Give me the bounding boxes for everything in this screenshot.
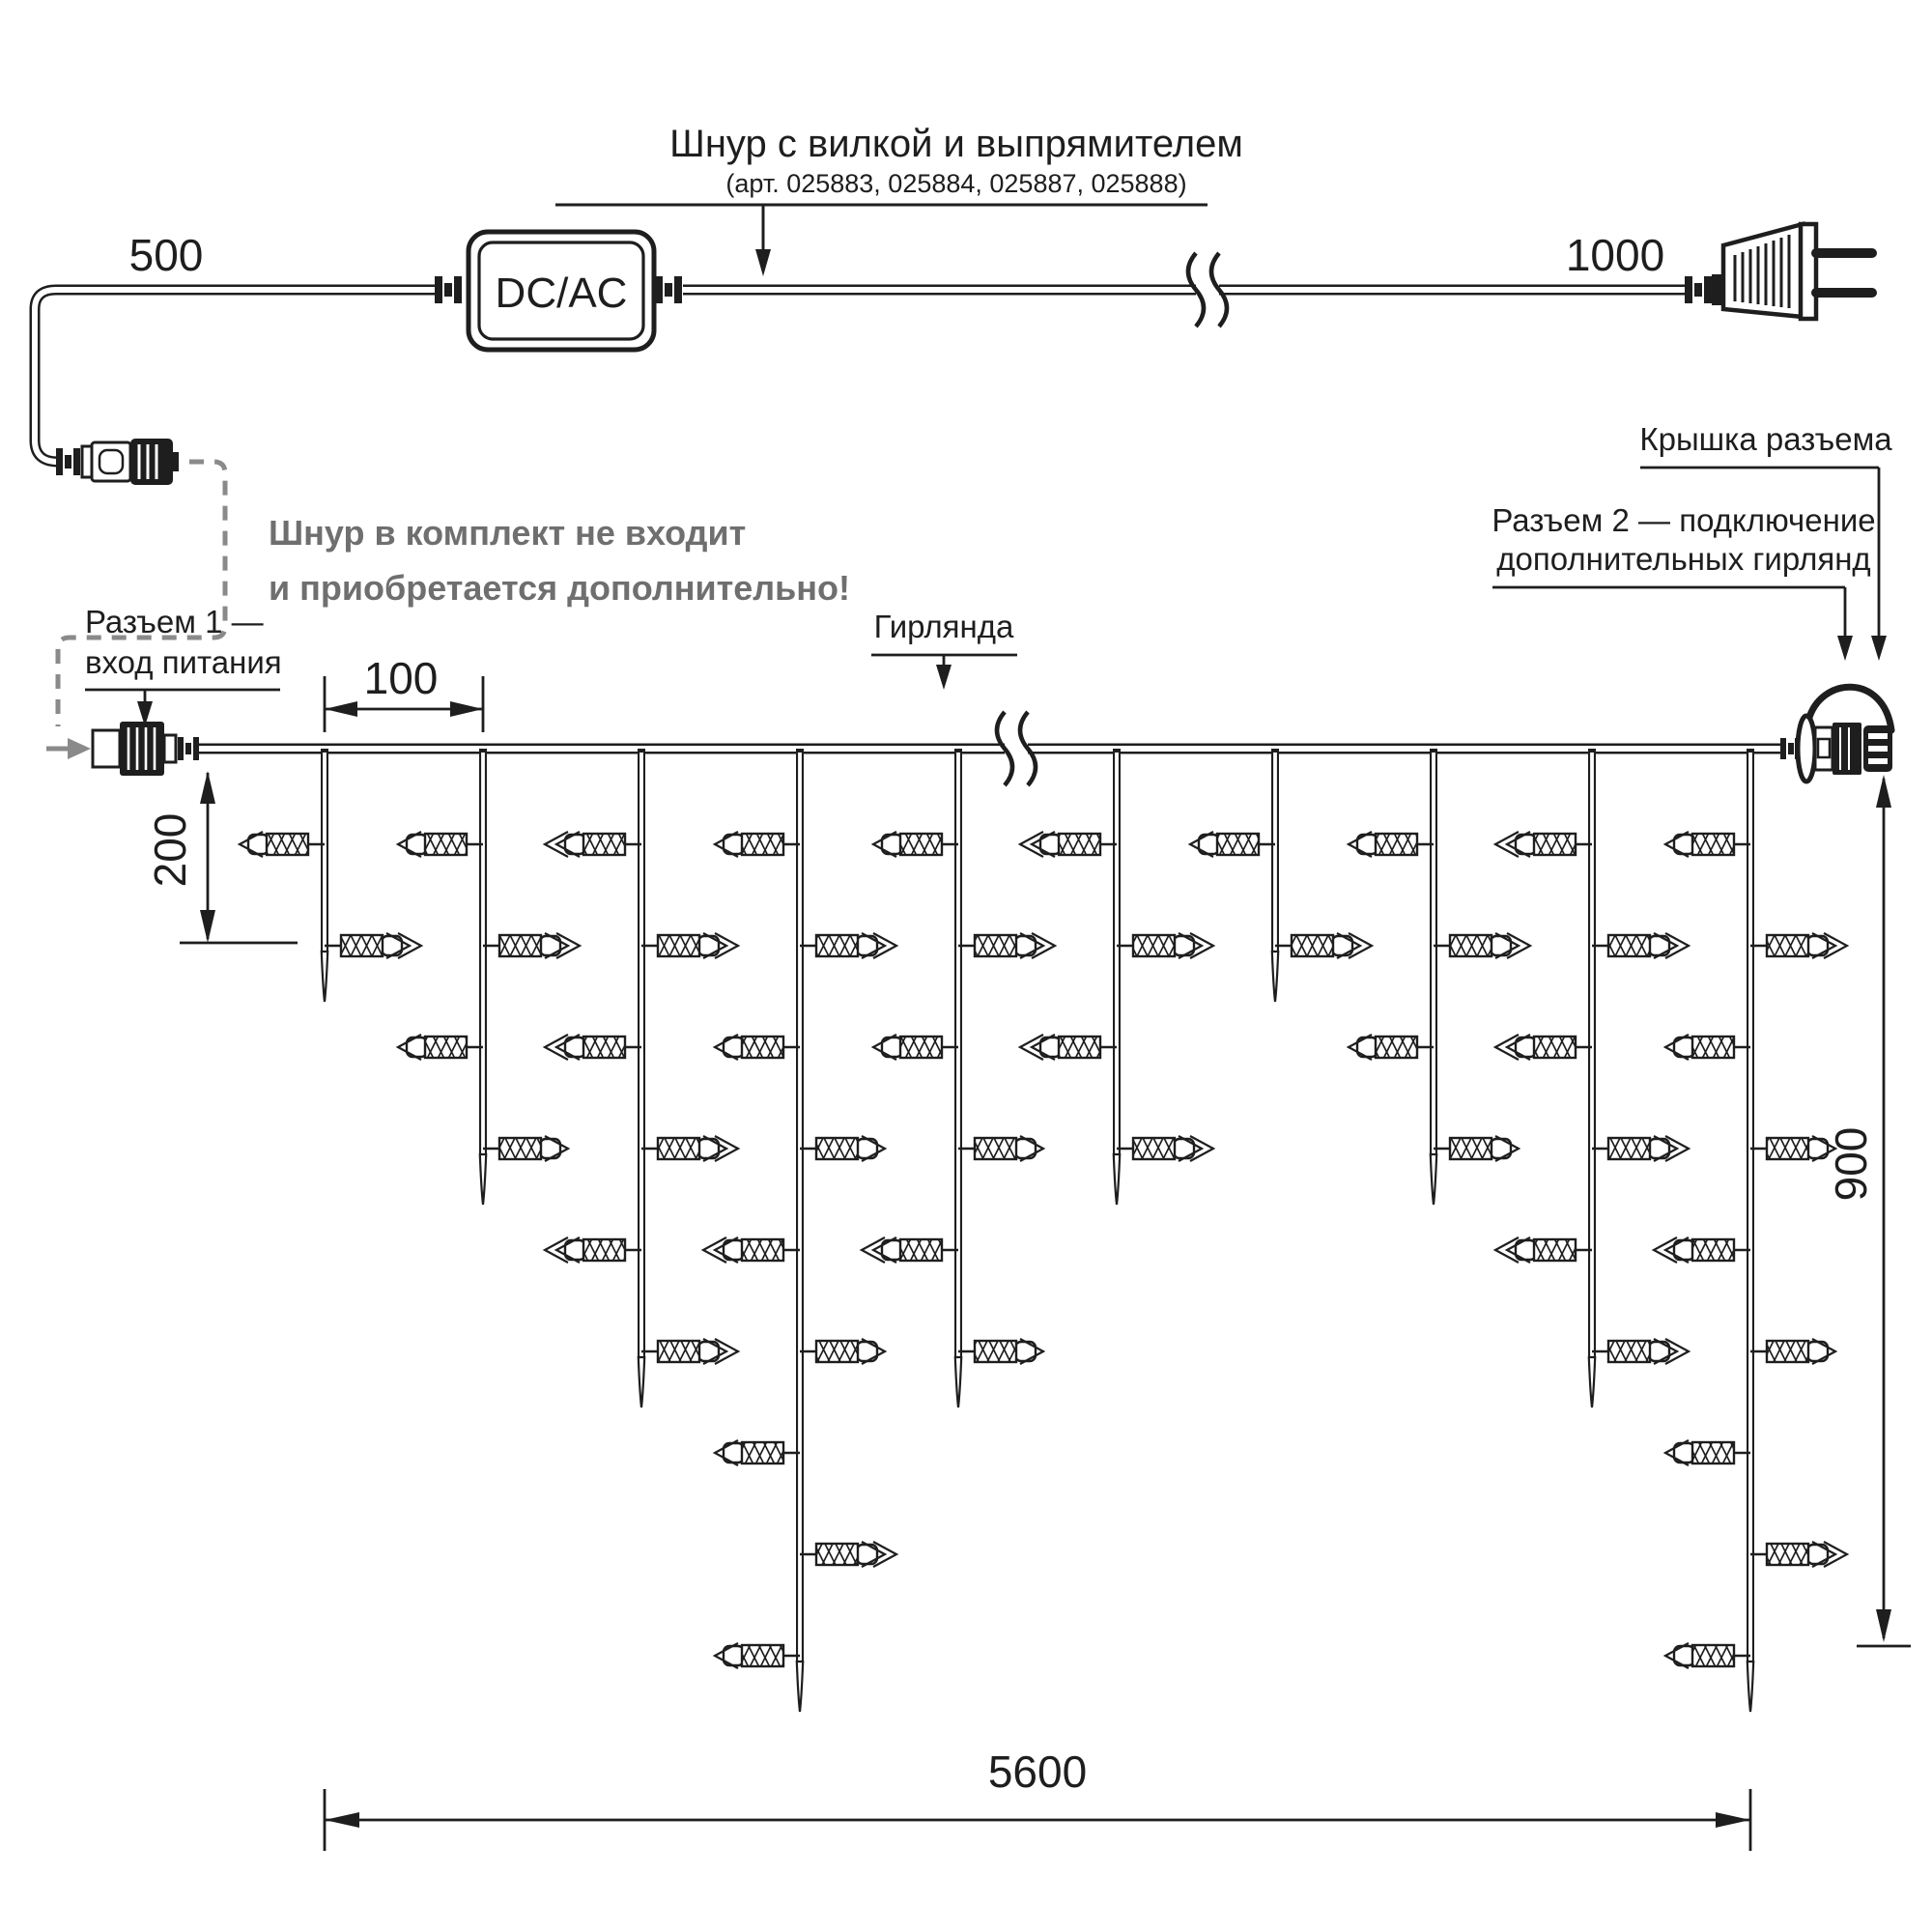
dim-200 xyxy=(145,771,298,943)
title-articles: (арт. 025883, 025884, 025887, 025888) xyxy=(725,169,1187,198)
led-bulb xyxy=(1750,1542,1847,1567)
led-bulb xyxy=(1665,1440,1750,1465)
callout-garland xyxy=(871,609,1017,690)
power-plug xyxy=(1685,224,1872,319)
led-bulb xyxy=(703,1237,800,1263)
dim-500-label: 500 xyxy=(128,230,204,280)
led-bulb xyxy=(715,832,800,857)
cord-left-inner xyxy=(35,290,437,462)
led-bulb xyxy=(1275,933,1372,958)
led-bulb xyxy=(715,1035,800,1060)
led-bulb xyxy=(641,1136,738,1161)
dashed-arrow-icon xyxy=(68,738,91,759)
connector2-arrow-icon xyxy=(1837,636,1853,661)
led-bulb xyxy=(800,1339,885,1364)
led-bulb xyxy=(545,1237,641,1263)
title-arrow-icon xyxy=(755,249,771,276)
led-bulb xyxy=(1020,1035,1117,1060)
garland-connector-2 xyxy=(1780,687,1892,781)
note-line1: Шнур в комплект не входит xyxy=(269,513,747,553)
led-bulb xyxy=(1434,1136,1519,1161)
garland-wire xyxy=(198,712,1780,785)
garland-drop xyxy=(1020,749,1213,1205)
led-bulb xyxy=(1434,933,1530,958)
dim-5600 xyxy=(325,1747,1750,1851)
connector2-label-line1: Разъем 2 — подключение xyxy=(1492,502,1876,538)
garland-label: Гирлянда xyxy=(873,609,1014,644)
led-bulb xyxy=(325,933,421,958)
led-bulb xyxy=(483,933,580,958)
dim-1000-label: 1000 xyxy=(1565,230,1665,280)
led-bulb xyxy=(1117,933,1213,958)
led-bulb xyxy=(1654,1237,1750,1263)
led-bulb xyxy=(715,1643,800,1668)
led-bulb xyxy=(1665,1035,1750,1060)
title-text: Шнур с вилкой и выпрямителем xyxy=(669,123,1243,165)
led-bulb xyxy=(1020,832,1117,857)
led-bulb xyxy=(1495,832,1592,857)
led-bulb xyxy=(641,1339,738,1364)
led-bulb xyxy=(1750,933,1847,958)
led-bulb xyxy=(398,1035,483,1060)
garland-drop xyxy=(1495,749,1689,1407)
led-bulb xyxy=(800,1542,896,1567)
garland-drop xyxy=(240,749,421,1002)
led-bulb xyxy=(1750,1136,1835,1161)
garland-drop xyxy=(1654,749,1847,1712)
led-bulb xyxy=(1592,1339,1689,1364)
dim-100-label: 100 xyxy=(363,653,439,703)
led-bulb xyxy=(240,832,325,857)
led-bulb xyxy=(1665,832,1750,857)
led-bulb xyxy=(1495,1035,1592,1060)
garland-drop xyxy=(1349,749,1530,1205)
led-bulb xyxy=(1665,1643,1750,1668)
connector1-label-line1: Разъем 1 — xyxy=(85,604,264,639)
note-line2: и приобретается дополнительно! xyxy=(269,568,850,608)
led-bulb xyxy=(398,832,483,857)
led-bulb xyxy=(800,933,896,958)
led-bulb xyxy=(545,832,641,857)
garland-drops xyxy=(240,749,1847,1712)
garland-drop xyxy=(398,749,580,1205)
garland-connector-1 xyxy=(93,722,199,776)
led-bulb xyxy=(862,1237,958,1263)
dashed-line xyxy=(58,462,225,726)
led-bulb xyxy=(1349,1035,1434,1060)
led-bulb xyxy=(1495,1237,1592,1263)
led-bulb xyxy=(1117,1136,1213,1161)
power-cord xyxy=(35,230,1689,462)
dcac-label: DC/AC xyxy=(495,270,628,317)
led-bulb xyxy=(715,1440,800,1465)
led-bulb xyxy=(873,1035,958,1060)
dcac-converter-box xyxy=(435,232,682,350)
garland-drop xyxy=(703,749,896,1712)
dim-900 xyxy=(1826,775,1911,1646)
callout-connector2 xyxy=(1492,502,1875,661)
cord-connector xyxy=(56,439,179,485)
led-bulb xyxy=(545,1035,641,1060)
cap-label: Крышка разъема xyxy=(1639,421,1892,457)
connector1-label-line2: вход питания xyxy=(85,644,282,680)
callout-connector1 xyxy=(85,604,282,726)
led-bulb xyxy=(1349,832,1434,857)
garland-drop xyxy=(1190,749,1372,1002)
led-bulb xyxy=(1190,832,1275,857)
garland-arrow-icon xyxy=(936,665,952,690)
led-bulb xyxy=(1592,933,1689,958)
cord-left-outer xyxy=(35,290,437,462)
led-bulb xyxy=(873,832,958,857)
garland-drop xyxy=(545,749,738,1407)
dim-900-label: 900 xyxy=(1826,1126,1876,1202)
led-bulb xyxy=(958,1136,1043,1161)
led-bulb xyxy=(800,1136,885,1161)
cap-arrow-icon xyxy=(1871,636,1887,661)
dim-100 xyxy=(325,653,483,732)
led-bulb xyxy=(958,933,1055,958)
led-bulb xyxy=(641,933,738,958)
led-bulb xyxy=(483,1136,568,1161)
led-bulb xyxy=(1592,1136,1689,1161)
connector2-label-line2: дополнительных гирлянд xyxy=(1496,541,1871,577)
led-bulb xyxy=(1750,1339,1835,1364)
led-bulb xyxy=(958,1339,1043,1364)
dim-200-label: 200 xyxy=(145,812,195,888)
dim-5600-label: 5600 xyxy=(987,1747,1088,1797)
title-block xyxy=(555,123,1243,276)
plug-face xyxy=(1801,224,1816,319)
